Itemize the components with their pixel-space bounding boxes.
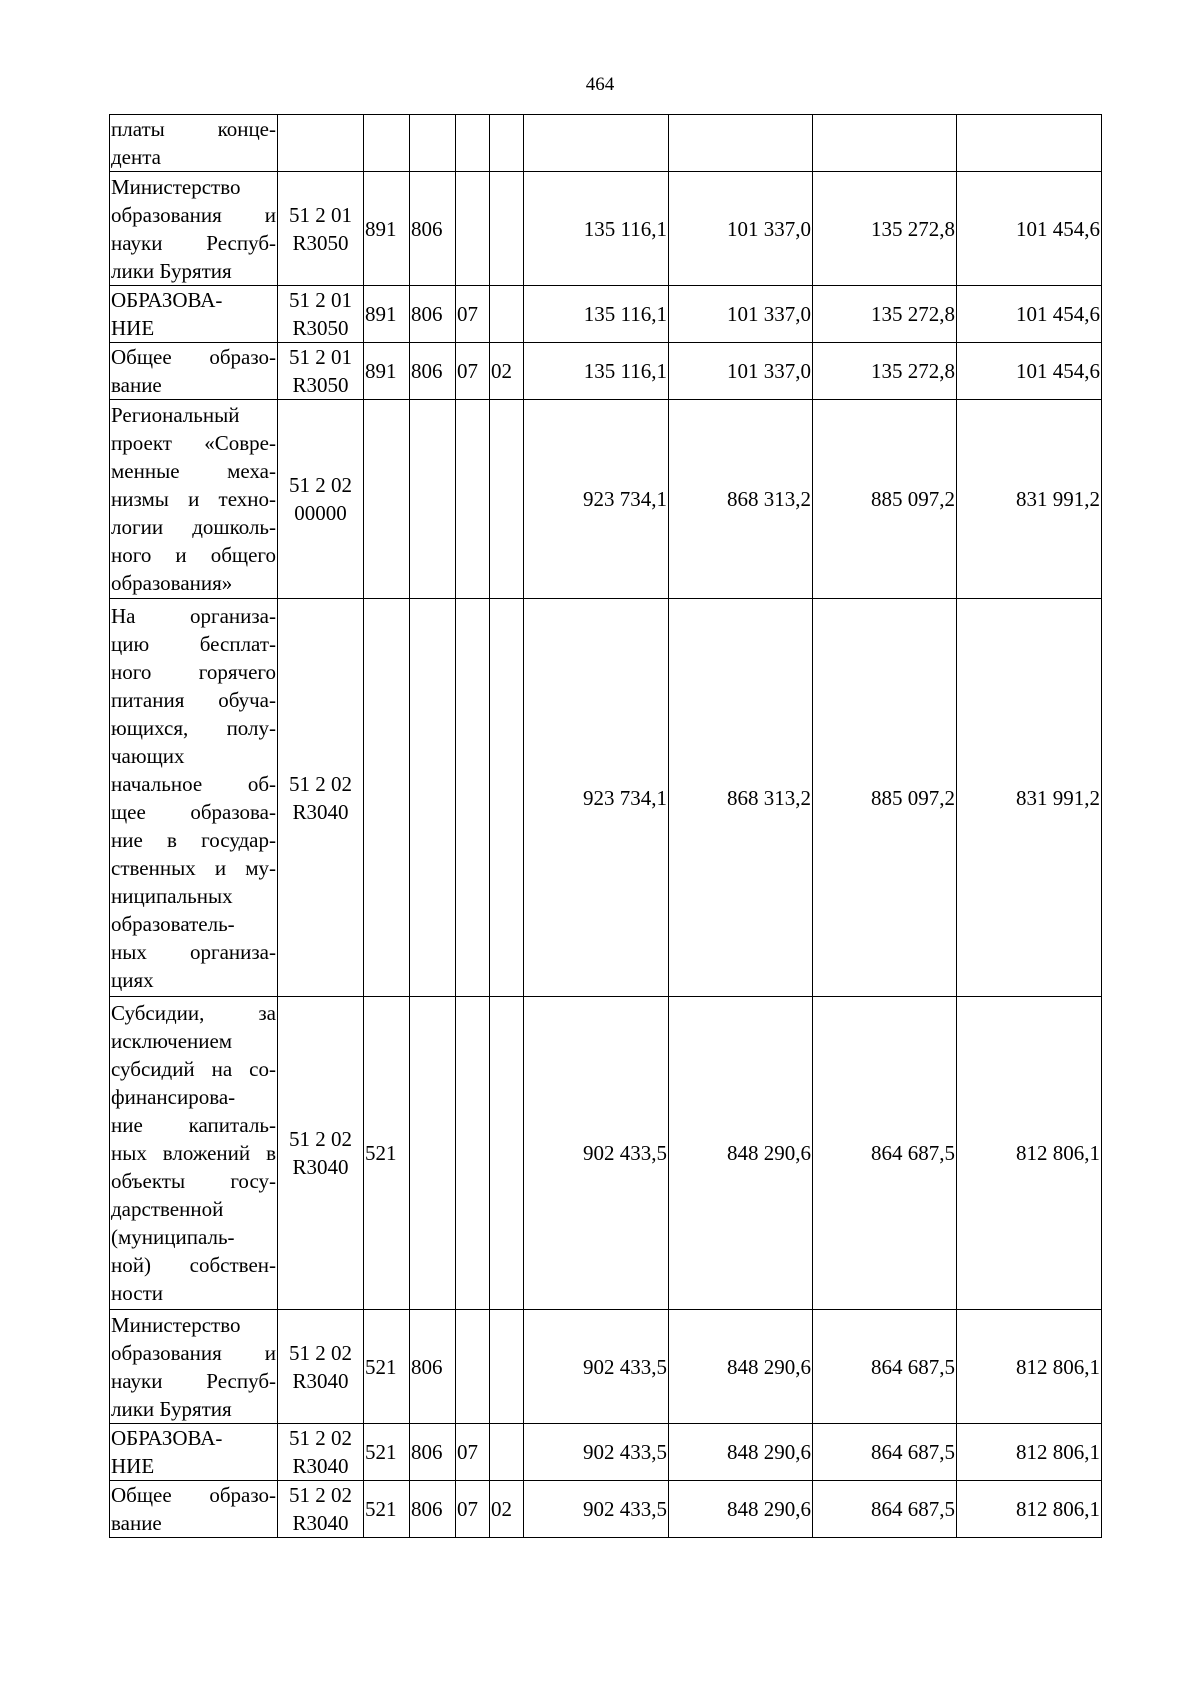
row-name-line: Общее образо- xyxy=(111,345,276,369)
target-article-code-line: 51 2 01 xyxy=(289,345,352,369)
amount-col-1: 135 116,1 xyxy=(524,172,669,286)
amount-col-3 xyxy=(813,115,957,172)
subsection-code-cell xyxy=(490,1310,524,1424)
amount-col-1: 902 433,5 xyxy=(524,1424,669,1481)
row-name-line: ние в государ- xyxy=(111,827,276,852)
section-code-cell: 07 xyxy=(456,1481,490,1538)
subsection-code-cell xyxy=(490,286,524,343)
amount-col-3: 885 097,2 xyxy=(813,599,957,997)
subsection-code-cell xyxy=(490,1424,524,1481)
row-name-line: низмы и техно- xyxy=(111,487,276,511)
subsection-code-cell xyxy=(490,599,524,997)
amount-col-2: 848 290,6 xyxy=(669,1481,813,1538)
amount-col-3: 135 272,8 xyxy=(813,172,957,286)
subsection-code-cell: 02 xyxy=(490,343,524,400)
expense-type-cell xyxy=(364,599,410,997)
row-name-cell xyxy=(110,1310,278,1424)
amount-col-1 xyxy=(524,115,669,172)
row-name-cell xyxy=(110,343,278,400)
subsection-code-cell xyxy=(490,115,524,172)
row-name-cell xyxy=(110,1481,278,1538)
row-name-line: Региональный xyxy=(111,403,240,427)
target-article-code-line: R3050 xyxy=(292,230,349,255)
target-article-code-cell xyxy=(278,172,364,286)
table-row xyxy=(110,115,1102,172)
target-article-code-line: R3040 xyxy=(292,1155,349,1179)
row-name-line: цию бесплат- xyxy=(111,631,276,656)
amount-col-3: 864 687,5 xyxy=(813,1481,957,1538)
row-name-line: проект «Совре- xyxy=(111,431,276,455)
target-article-code-cell xyxy=(278,286,364,343)
row-name-cell xyxy=(110,599,278,997)
amount-col-2: 868 313,2 xyxy=(669,599,813,997)
row-name-line: ние капиталь- xyxy=(111,1113,276,1137)
row-name-line: ного горячего xyxy=(111,659,276,684)
row-name-line: дента xyxy=(111,145,161,169)
row-name-line: чающих xyxy=(111,743,185,768)
amount-col-3: 864 687,5 xyxy=(813,1310,957,1424)
amount-col-4: 101 454,6 xyxy=(957,172,1102,286)
amount-col-1: 902 433,5 xyxy=(524,1481,669,1538)
row-name-line: образования и xyxy=(111,1340,276,1365)
target-article-code-line: 51 2 02 xyxy=(289,1340,352,1365)
amount-col-4: 831 991,2 xyxy=(957,400,1102,599)
target-article-code-line: R3040 xyxy=(292,1511,349,1535)
department-code-cell: 806 xyxy=(410,1481,456,1538)
amount-col-2: 101 337,0 xyxy=(669,172,813,286)
amount-col-4: 831 991,2 xyxy=(957,599,1102,997)
section-code-cell xyxy=(456,172,490,286)
expense-type-cell: 521 xyxy=(364,1310,410,1424)
amount-col-1: 902 433,5 xyxy=(524,997,669,1310)
section-code-cell xyxy=(456,599,490,997)
expense-type-cell: 521 xyxy=(364,997,410,1310)
row-name-line: ОБРАЗОВА- xyxy=(111,288,223,312)
target-article-code-line: R3040 xyxy=(292,1454,349,1478)
amount-col-2: 848 290,6 xyxy=(669,1424,813,1481)
row-name-line: лики Бурятия xyxy=(111,258,232,283)
amount-col-2: 848 290,6 xyxy=(669,997,813,1310)
amount-col-4: 101 454,6 xyxy=(957,286,1102,343)
expense-type-cell: 891 xyxy=(364,172,410,286)
target-article-code-line: 51 2 02 xyxy=(289,771,352,796)
target-article-code-line: 51 2 01 xyxy=(289,202,352,227)
row-name-line: ниципальных xyxy=(111,883,233,908)
table-row xyxy=(110,997,1102,1310)
row-name-line: ющихся, полу- xyxy=(111,715,276,740)
department-code-cell xyxy=(410,599,456,997)
row-name-line: начальное об- xyxy=(111,771,276,796)
row-name-line: Субсидии, за xyxy=(111,1001,276,1025)
row-name-line: ственных и му- xyxy=(111,855,276,880)
row-name-cell xyxy=(110,286,278,343)
expense-type-cell: 521 xyxy=(364,1481,410,1538)
row-name-line: вание xyxy=(111,373,162,397)
amount-col-4: 812 806,1 xyxy=(957,1481,1102,1538)
row-name-line: лики Бурятия xyxy=(111,1396,232,1421)
department-code-cell xyxy=(410,400,456,599)
amount-col-2: 848 290,6 xyxy=(669,1310,813,1424)
row-name-line: Министерство xyxy=(111,1312,241,1337)
target-article-code-line: 51 2 02 xyxy=(289,473,352,497)
row-name-line: финансирова- xyxy=(111,1085,236,1109)
page-number: 464 xyxy=(585,74,615,95)
row-name-line: питания обуча- xyxy=(111,687,276,712)
department-code-cell: 806 xyxy=(410,286,456,343)
target-article-code-cell xyxy=(278,997,364,1310)
row-name-line: щее образова- xyxy=(111,799,276,824)
row-name-cell xyxy=(110,172,278,286)
amount-col-1: 923 734,1 xyxy=(524,400,669,599)
row-name-line: дарственной xyxy=(111,1197,224,1221)
row-name-line: ного и общего xyxy=(111,543,276,567)
amount-col-2: 868 313,2 xyxy=(669,400,813,599)
row-name-line: исключением xyxy=(111,1029,233,1053)
row-name-line: НИЕ xyxy=(111,316,155,340)
row-name-line: вание xyxy=(111,1511,162,1535)
table-body xyxy=(110,115,1102,1538)
row-name-line: ных вложений в xyxy=(111,1141,276,1165)
target-article-code-cell xyxy=(278,343,364,400)
table-row xyxy=(110,1310,1102,1424)
target-article-code-cell xyxy=(278,115,364,172)
row-name-line: менные меха- xyxy=(111,459,276,483)
table-row xyxy=(110,599,1102,997)
row-name-line: объекты госу- xyxy=(111,1169,276,1193)
amount-col-4: 812 806,1 xyxy=(957,997,1102,1310)
expense-type-cell xyxy=(364,400,410,599)
table-row xyxy=(110,400,1102,599)
row-name-line: ной) собствен- xyxy=(111,1253,276,1277)
row-name-line: логии дошколь- xyxy=(111,515,276,539)
amount-col-3: 864 687,5 xyxy=(813,1424,957,1481)
expense-type-cell: 891 xyxy=(364,286,410,343)
row-name-cell xyxy=(110,115,278,172)
expense-type-cell: 521 xyxy=(364,1424,410,1481)
department-code-cell: 806 xyxy=(410,172,456,286)
budget-table xyxy=(109,114,1102,1538)
target-article-code-line: R3050 xyxy=(292,316,349,340)
target-article-code-cell xyxy=(278,1424,364,1481)
section-code-cell: 07 xyxy=(456,286,490,343)
amount-col-4: 812 806,1 xyxy=(957,1424,1102,1481)
target-article-code-line: 51 2 02 xyxy=(289,1426,352,1450)
section-code-cell xyxy=(456,997,490,1310)
row-name-line: НИЕ xyxy=(111,1454,155,1478)
subsection-code-cell xyxy=(490,997,524,1310)
section-code-cell: 07 xyxy=(456,343,490,400)
section-code-cell xyxy=(456,400,490,599)
row-name-line: образования и xyxy=(111,202,276,227)
target-article-code-line: R3040 xyxy=(292,799,349,824)
row-name-line: циях xyxy=(111,967,154,992)
row-name-line: науки Респуб- xyxy=(111,1368,276,1393)
expense-type-cell: 891 xyxy=(364,343,410,400)
row-name-line: Общее образо- xyxy=(111,1483,276,1507)
amount-col-3: 864 687,5 xyxy=(813,997,957,1310)
amount-col-4 xyxy=(957,115,1102,172)
row-name-line: образования» xyxy=(111,571,233,595)
row-name-line: ных организа- xyxy=(111,939,276,964)
row-name-line: субсидий на со- xyxy=(111,1057,276,1081)
section-code-cell: 07 xyxy=(456,1424,490,1481)
target-article-code-cell xyxy=(278,1310,364,1424)
target-article-code-cell xyxy=(278,400,364,599)
section-code-cell xyxy=(456,1310,490,1424)
department-code-cell: 806 xyxy=(410,1424,456,1481)
table-row xyxy=(110,343,1102,400)
table-row xyxy=(110,1424,1102,1481)
amount-col-4: 101 454,6 xyxy=(957,343,1102,400)
subsection-code-cell xyxy=(490,172,524,286)
subsection-code-cell: 02 xyxy=(490,1481,524,1538)
table-row xyxy=(110,1481,1102,1538)
target-article-code-line: R3050 xyxy=(292,373,349,397)
target-article-code-cell xyxy=(278,599,364,997)
table-row xyxy=(110,172,1102,286)
row-name-line: На организа- xyxy=(111,603,276,628)
amount-col-2: 101 337,0 xyxy=(669,343,813,400)
row-name-cell xyxy=(110,400,278,599)
row-name-cell xyxy=(110,1424,278,1481)
target-article-code-line: 51 2 02 xyxy=(289,1127,352,1151)
expense-type-cell xyxy=(364,115,410,172)
amount-col-3: 885 097,2 xyxy=(813,400,957,599)
target-article-code-line: R3040 xyxy=(292,1368,349,1393)
department-code-cell xyxy=(410,997,456,1310)
amount-col-2 xyxy=(669,115,813,172)
amount-col-1: 135 116,1 xyxy=(524,343,669,400)
target-article-code-cell xyxy=(278,1481,364,1538)
row-name-line: ОБРАЗОВА- xyxy=(111,1426,223,1450)
amount-col-3: 135 272,8 xyxy=(813,343,957,400)
department-code-cell: 806 xyxy=(410,343,456,400)
target-article-code-line: 51 2 02 xyxy=(289,1483,352,1507)
target-article-code-line: 00000 xyxy=(294,501,347,525)
row-name-cell xyxy=(110,997,278,1310)
table-row xyxy=(110,286,1102,343)
row-name-line: платы конце- xyxy=(111,117,276,141)
amount-col-1: 135 116,1 xyxy=(524,286,669,343)
amount-col-2: 101 337,0 xyxy=(669,286,813,343)
row-name-line: образователь- xyxy=(111,911,235,936)
amount-col-1: 923 734,1 xyxy=(524,599,669,997)
amount-col-3: 135 272,8 xyxy=(813,286,957,343)
section-code-cell xyxy=(456,115,490,172)
subsection-code-cell xyxy=(490,400,524,599)
department-code-cell xyxy=(410,115,456,172)
row-name-line: Министерство xyxy=(111,174,241,199)
target-article-code-line: 51 2 01 xyxy=(289,288,352,312)
row-name-line: ности xyxy=(111,1281,163,1305)
amount-col-1: 902 433,5 xyxy=(524,1310,669,1424)
department-code-cell: 806 xyxy=(410,1310,456,1424)
row-name-line: науки Респуб- xyxy=(111,230,276,255)
row-name-line: (муниципаль- xyxy=(111,1225,235,1249)
amount-col-4: 812 806,1 xyxy=(957,1310,1102,1424)
